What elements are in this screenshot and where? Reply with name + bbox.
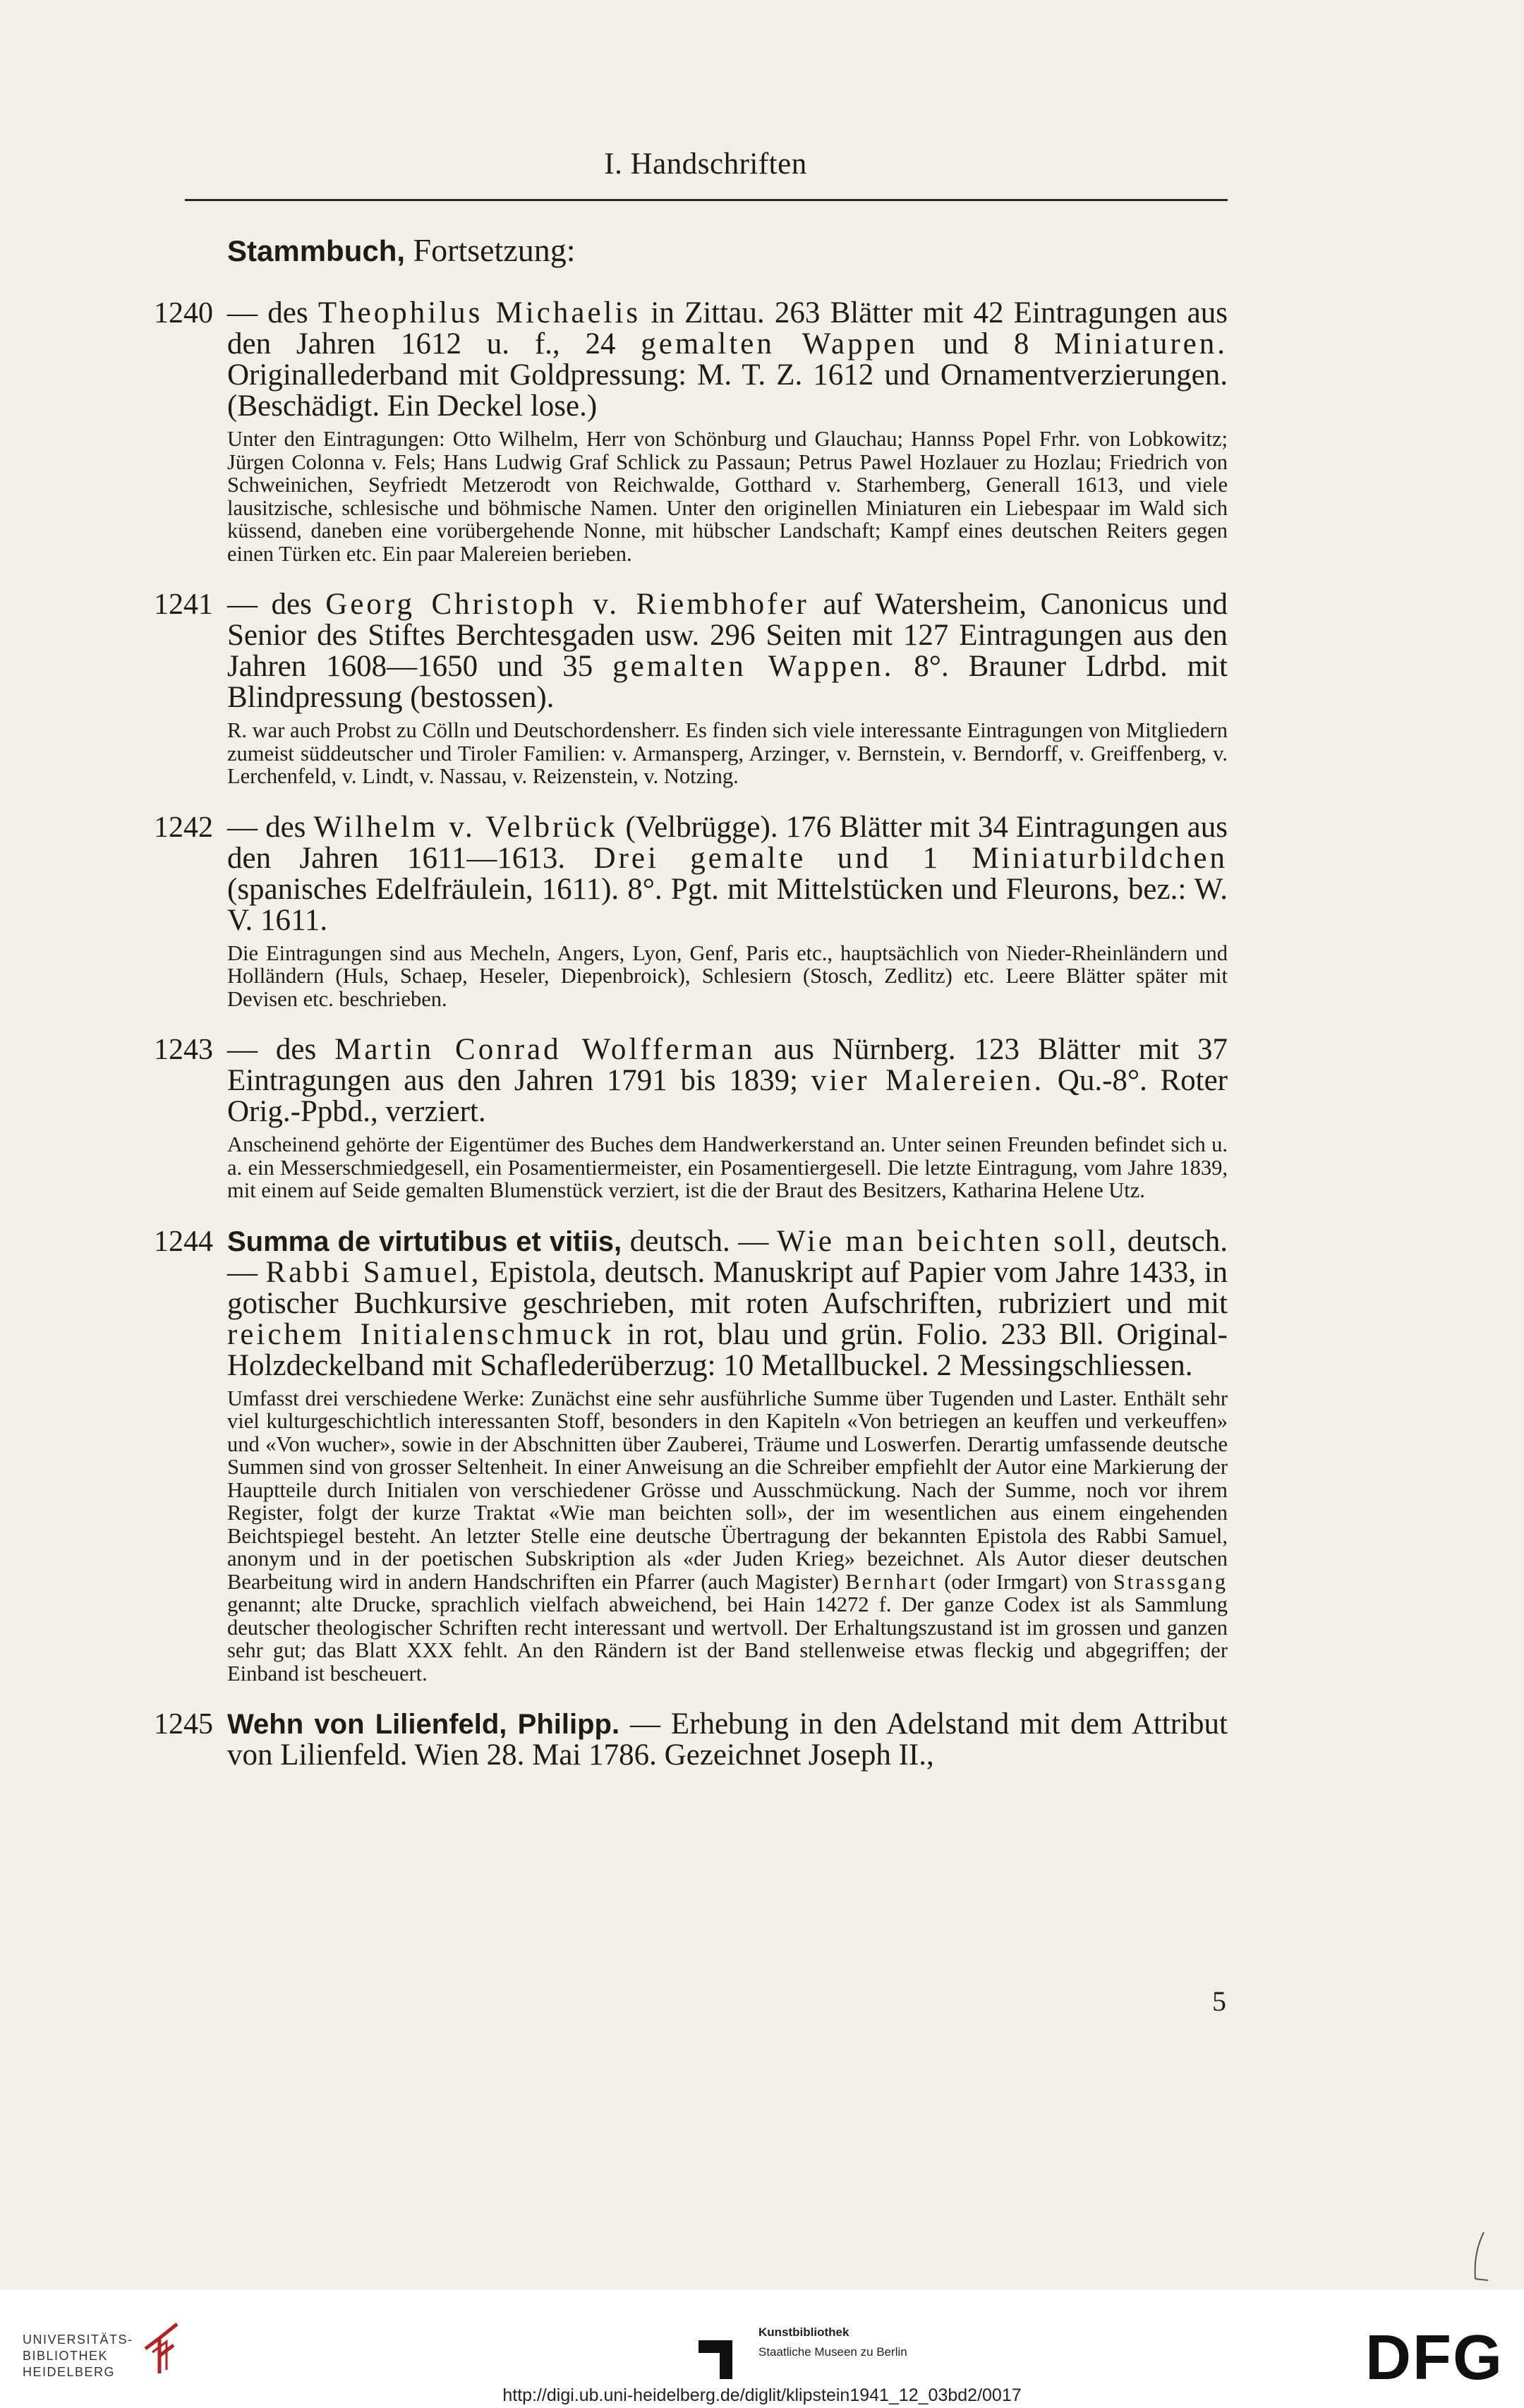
entry-owner-name: Wilhelm v. Velbrück	[313, 810, 618, 844]
entry-number: 1241	[154, 588, 213, 621]
entry-dash: — des	[227, 588, 326, 621]
library-line: UNIVERSITÄTS-	[23, 2333, 133, 2347]
pencil-mark	[1464, 2229, 1492, 2286]
entry-highlight: gemalten Wappen	[641, 327, 918, 361]
kb-title: Kunstbibliothek	[758, 2325, 849, 2339]
catalogue-entry-1245	[0, 1709, 1524, 1771]
section-title-rest: Fortsetzung:	[405, 232, 576, 268]
entry-description	[227, 812, 1228, 936]
entry-text: (spanisches Edelfräulein, 1611). 8°. Pgt. mit Mittelstücken und Fleurons, bez.: W. V. 1611.	[227, 872, 1228, 937]
entry-description	[227, 1226, 1228, 1381]
permalink[interactable]: http://digi.ub.uni-heidelberg.de/diglit/klipstein1941_12_03bd2/0017	[502, 2385, 1022, 2405]
entry-text: (Velbrügge). 176 Blätter mit 34 Eintragungen aus den Jahren 1611—1613.	[227, 810, 1228, 875]
note-text: Umfasst drei verschiedene Werke: Zunächst eine sehr ausführliche Summe über Tugenden und Laster. Enthält sehr viel kulturgeschichtlich interessanten Stoff, besonders in den Kapiteln «Von betriegen an keuffen und verkeuffen» und «Von wucher», sowie in der Abschnitten über Zauberei, Träume und Loswerfen. Derartig umfassende deutsche Summen sind von grosser Seltenheit. In einer Anweisung an die Schreiber empfiehlt der Autor eine Markierung der Hauptteile durch Initialen von verschiedener Grösse und Ausschmückung. Nach der Summe, noch vor ihrem Register, folgt der kurze Traktat «Wie man beichten soll», der im wesentlichen aus einem eingehenden Beichtspiegel besteht. An letzter Stelle eine deutsche Übertragung der bekannten Epistola des Rabbi Samuel, anonym und in der poetischen Subskription als «der Juden Krieg» bezeichnet. Als Autor dieser deutschen Bearbeitung wird in andern Handschriften ein Pfarrer (auch Magister)	[227, 1386, 1228, 1594]
entry-title: Wehn von Lilienfeld, Philipp.	[227, 1709, 620, 1740]
entry-text: 8°. Brauner Ldrbd. mit Blindpressung (bestossen).	[227, 650, 1228, 714]
catalogue-entry-1243	[0, 1034, 1524, 1202]
kunstbibliothek-logo-icon	[698, 2332, 748, 2381]
entry-highlight: Rabbi Samuel,	[265, 1255, 482, 1289]
entry-description	[227, 1034, 1228, 1127]
header-rule	[185, 199, 1228, 201]
entry-number: 1242	[154, 811, 213, 844]
entry-text: auf Watersheim, Canonicus und Senior des Stiftes Berchtesgaden usw. 296 Seiten mit 127 Eintragungen aus den Jahren 1608—1650 und 35	[227, 588, 1228, 683]
entry-dash: — des	[227, 296, 318, 329]
running-head: I. Handschriften	[604, 147, 807, 181]
section-title	[227, 229, 1524, 272]
entry-owner-name: Theophilus Michaelis	[318, 296, 641, 329]
entry-description	[227, 589, 1228, 713]
entry-dash: — des	[227, 1033, 335, 1066]
entry-highlight: Drei gemalte und 1 Miniaturbildchen	[593, 841, 1228, 875]
entry-note: R. war auch Probst zu Cölln und Deutschordensherr. Es finden sich viele interessante Eintragungen von Mitgliedern zumeist süddeutscher und Tiroler Familien: v. Armansperg, Arzinger, v. Bernstein, v. Berndorff, v. Greiffenberg, v. Lerchenfeld, v. Lindt, v. Nassau, v. Reizenstein, v. Notzing.	[227, 718, 1228, 788]
entry-highlight: gemalten Wappen.	[612, 650, 895, 683]
entry-text: — Erhebung in den Adelstand mit dem Attribut von Lilienfeld. Wien 28. Mai 1786. Gezeichnet Joseph II.,	[227, 1707, 1228, 1772]
entry-text: Qu.-8°. Roter Orig.-Ppbd., verziert.	[227, 1064, 1228, 1128]
entry-text: in Zittau. 263 Blätter mit 42 Eintragungen aus den Jahren 1612 u. f., 24	[227, 296, 1228, 361]
library-line: BIBLIOTHEK	[23, 2349, 109, 2363]
entry-text: aus Nürnberg. 123 Blätter mit 37 Eintragungen aus den Jahren 1791 bis 1839;	[227, 1033, 1228, 1097]
entry-number: 1240	[154, 297, 213, 329]
entry-description	[227, 298, 1228, 422]
entry-highlight: vier Malereien.	[811, 1064, 1045, 1097]
entry-note: Die Eintragungen sind aus Mecheln, Angers, Lyon, Genf, Paris etc., hauptsächlich von Nieder-Rheinländern und Holländern (Huls, Schaep, Heseler, Diepenbroick), Schlesiern (Stosch, Zedlitz) etc. Leere Blätter später mit Devisen etc. beschrieben.	[227, 940, 1228, 1011]
entry-number: 1245	[154, 1708, 213, 1741]
catalogue-entry-1240	[0, 298, 1524, 565]
university-logo-icon	[138, 2321, 188, 2377]
note-name: Bernhart	[845, 1569, 938, 1594]
entry-highlight: reichem Initialenschmuck	[227, 1317, 615, 1351]
page-number: 5	[1212, 1985, 1226, 2017]
entry-text: deutsch. —	[227, 1224, 1228, 1289]
entry-owner-name: Georg Christoph v. Riembhofer	[325, 588, 809, 621]
entry-owner-name: Martin Conrad Wolfferman	[334, 1033, 756, 1066]
entry-text: Epistola, deutsch. Manuskript auf Papier vom Jahre 1433, in gotischer Buchkursive geschrieben, mit roten Aufschriften, rubriziert und mit	[227, 1255, 1228, 1320]
entry-note: Anscheinend gehörte der Eigentümer des Buches dem Handwerkerstand an. Unter seinen Freunden befindet sich u. a. ein Messerschmiedgesell, ein Posamentiermeister, ein Posamentiergesell. Die letzte Eintragung, vom Jahre 1839, mit einem auf Seide gemalten Blumenstück verziert, ist die der Braut des Besitzers, Katharina Helene Utz.	[227, 1132, 1228, 1202]
catalogue-entry-1241	[0, 589, 1524, 788]
entry-title: Summa de virtutibus et vitiis,	[227, 1226, 622, 1257]
note-text: genannt; alte Drucke, sprachlich vielfach abweichend, bei Hain 14272 f. Der ganze Codex ist als Sammlung deutscher theologischer Schriften recht interessant und wertvoll. Der Erhaltungszustand ist im grossen und ganzen sehr gut; das Blatt XXX fehlt. An den Rändern ist der Band stellenweise etwas fleckig und abgegriffen; der Einband ist bescheuert.	[227, 1592, 1228, 1686]
entry-dash: — des	[227, 810, 314, 844]
entry-description	[227, 1709, 1228, 1771]
entry-text: Originallederband mit Goldpressung: M. T. Z. 1612 und Ornamentverzierungen. (Beschädigt. Ein Deckel lose.)	[227, 358, 1228, 423]
dfg-logo: DFG	[1365, 2323, 1504, 2393]
library-line: HEIDELBERG	[23, 2365, 116, 2379]
catalogue-entry-1244	[0, 1226, 1524, 1686]
note-name: Strassgang	[1113, 1569, 1228, 1594]
kb-subtitle: Staatliche Museen zu Berlin	[758, 2345, 907, 2359]
catalogue-entry-1242	[0, 812, 1524, 1011]
page-content	[0, 229, 1524, 1795]
entry-number: 1243	[154, 1034, 213, 1066]
entry-note: Unter den Eintragungen: Otto Wilhelm, Herr von Schönburg und Glauchau; Hannss Popel Frhr. von Lobkowitz; Jürgen Colonna v. Fels; Hans Ludwig Graf Schlick zu Passaun; Petrus Pawel Hozlauer zu Hozlau; Friedrich von Schweinichen, Seyfriedt Metzerodt von Reichwalde, Gotthard v. Starhemberg, Generall 1613, und viele lausitzische, schlesische und böhmische Namen. Unter den originellen Miniaturen ein Liebespaar im Wald sich küssend, daneben eine vorübergehende Nonne, mit hübscher Landschaft; Kampf eines deutschen Reiters gegen einen Türken etc. Ein paar Malereien berieben.	[227, 427, 1228, 566]
note-text: (oder Irmgart) von	[937, 1569, 1113, 1594]
entry-text: deutsch. —	[622, 1224, 778, 1258]
library-name	[23, 2332, 133, 2380]
entry-number: 1244	[154, 1225, 213, 1258]
entry-text: in rot, blau und grün. Folio. 233 Bll. Original-Holzdeckelband mit Schaflederüberzug: 10 Metallbuckel. 2 Messingschliessen.	[227, 1317, 1228, 1382]
entry-note	[227, 1387, 1228, 1686]
entry-highlight: Miniaturen.	[1054, 327, 1228, 361]
section-title-bold: Stammbuch,	[227, 234, 406, 267]
entry-text: und 8	[917, 327, 1055, 361]
kunstbibliothek-label	[758, 2323, 907, 2362]
entry-highlight: Wie man beichten soll,	[777, 1224, 1120, 1258]
digitization-footer	[0, 2289, 1524, 2408]
